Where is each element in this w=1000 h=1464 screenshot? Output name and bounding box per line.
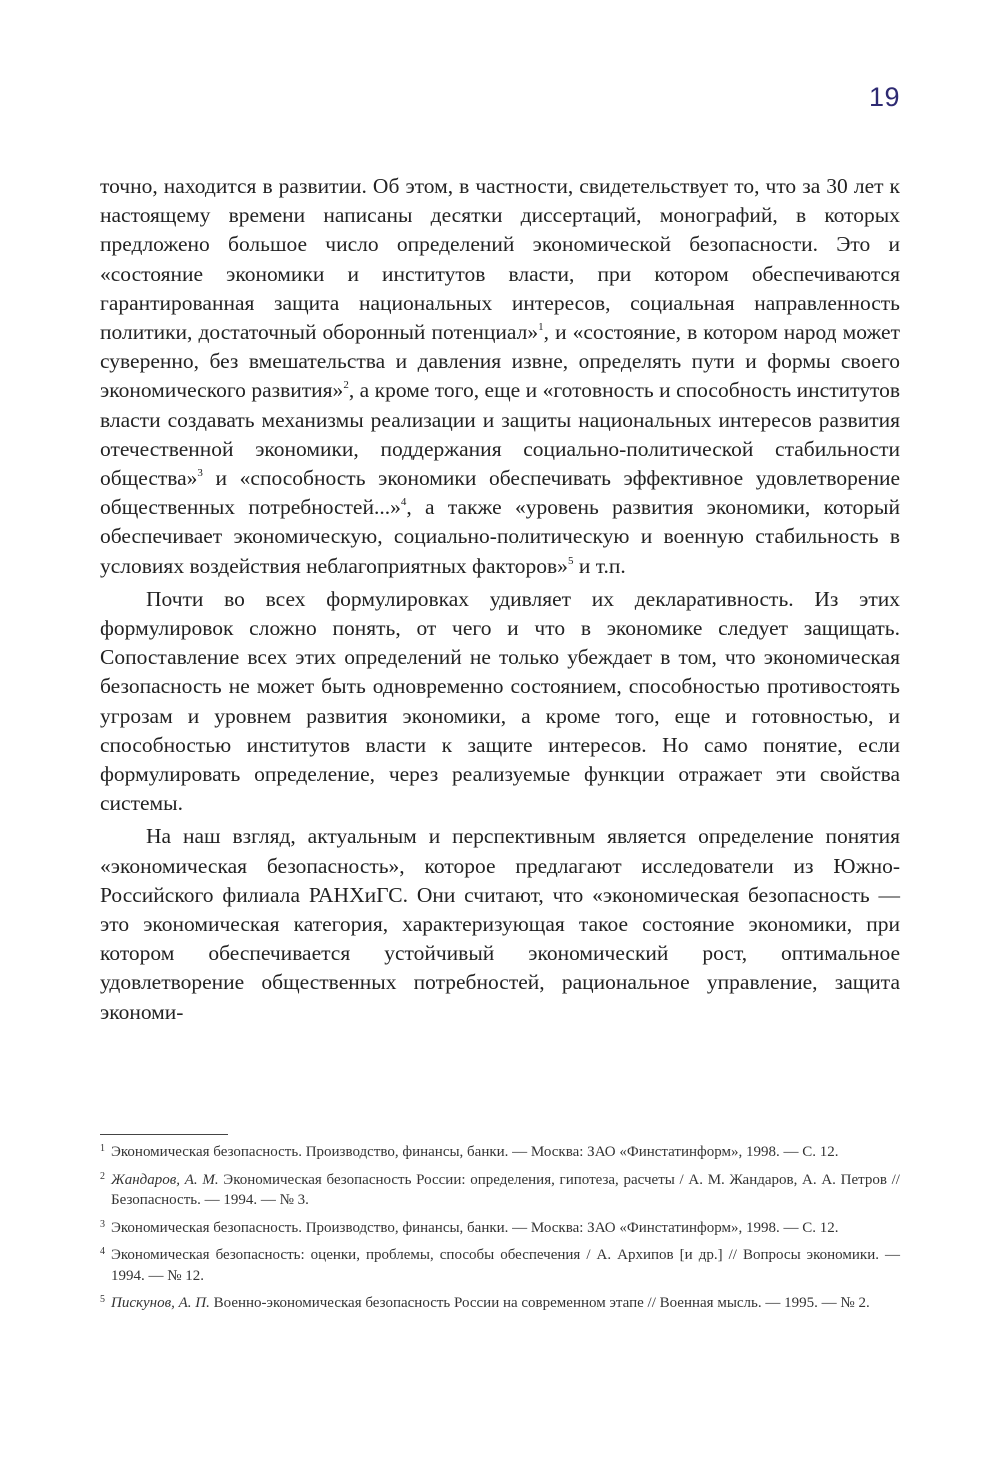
- footnote-ref-5[interactable]: 5: [567, 554, 574, 567]
- footnote-ref-1[interactable]: 1: [538, 321, 544, 334]
- footnote-divider: [100, 1134, 228, 1135]
- paragraph-2: Почти во всех формулировках удивляет их декларативность. Из этих формулировок сложно понять, от чего и что в экономике следует защищать. Сопоставление всех этих определений не только убеждает в том, что экономическая безопасность не может быть одновременно состоянием, способностью противостоять угрозам и уровнем развития экономики, а кроме того, еще и готовностью, и способностью институтов власти к защите интересов. Но само понятие, если формулировать определение, через реализуемые функции отражает эти свойства системы.: [100, 586, 900, 816]
- footnote-3: 3 Экономическая безопасность. Производство, финансы, банки. — Москва: ЗАО «Финстатинформ», 1998. — С. 12.: [100, 1218, 839, 1236]
- footnote-4: 4 Экономическая безопасность: оценки, проблемы, способы обеспечения / А. Архипов [и др.] // Вопросы экономики. — 1994. — № 12.: [100, 1246, 900, 1284]
- footnote-ref-2[interactable]: 2: [343, 379, 349, 392]
- footnote-author: Жандаров, А. М.: [111, 1171, 219, 1188]
- body-text: [100, 172, 900, 1027]
- footnote-ref-3[interactable]: 3: [197, 467, 203, 480]
- footnote-ref-4[interactable]: 4: [400, 496, 407, 509]
- footnote-5: 5 Пискунов, А. П. Военно-экономическая безопасность России на современном этапе // Военная мысль. — 1995. — № 2.: [100, 1294, 870, 1311]
- footnote-1: 1 Экономическая безопасность. Производство, финансы, банки. — Москва: ЗАО «Финстатинформ», 1998. — С. 12.: [100, 1143, 839, 1160]
- footnote-author: Пискунов, А. П.: [111, 1295, 210, 1311]
- footnote-2: 2 Жандаров, А. М. Экономическая безопасность России: определения, гипотеза, расчеты / А. М. Жандаров, А. А. Петров // Безопасность. — 1994. — № 3.: [100, 1170, 900, 1208]
- page-number: 19: [868, 82, 900, 112]
- footnotes: [100, 1142, 900, 1321]
- paragraph-1: точно, находится в развитии. Об этом, в частности, свидетельствует то, что за 30 лет к настоящему времени написаны десятки диссертаций, монографий, в которых предложено большое число определений экономической безопасности. Это и «состояние экономики и институтов власти, при котором обеспечиваются гарантированная защита национальных интересов, социальная направленность политики, достаточный оборонный потенциал»$^1$, и «состояние, в котором народ может суверенно, без вмешательства и давления извне, определять пути и формы своего экономического развития»$^2$, а кроме того, еще и «готовность и способность институтов власти создавать механизмы реализации и защиты национальных интересов развития отечественной экономики, поддержания социально-политической стабильности общества»$^3$ и «способность экономики обеспечивать эффективное удовлетворение общественных потребностей...»$^4$, а также «уровень развития экономики, который обеспечивает экономическую, социально-политическую и военную стабильность в условиях воздействия неблагоприятных факторов»$^5$ и т.п.: [100, 174, 900, 578]
- paragraph-3: На наш взгляд, актуальным и перспективным является определение понятия «экономическая безопасность», которое предлагают исследователи из Южно-Российского филиала РАНХиГС. Они считают, что «экономическая безопасность — это экономическая категория, характеризующая такое состояние экономики, при котором обеспечивается устойчивый экономический рост, оптимальное удовлетворение общественных потребностей, рациональное управление, защита экономи-: [100, 824, 900, 1024]
